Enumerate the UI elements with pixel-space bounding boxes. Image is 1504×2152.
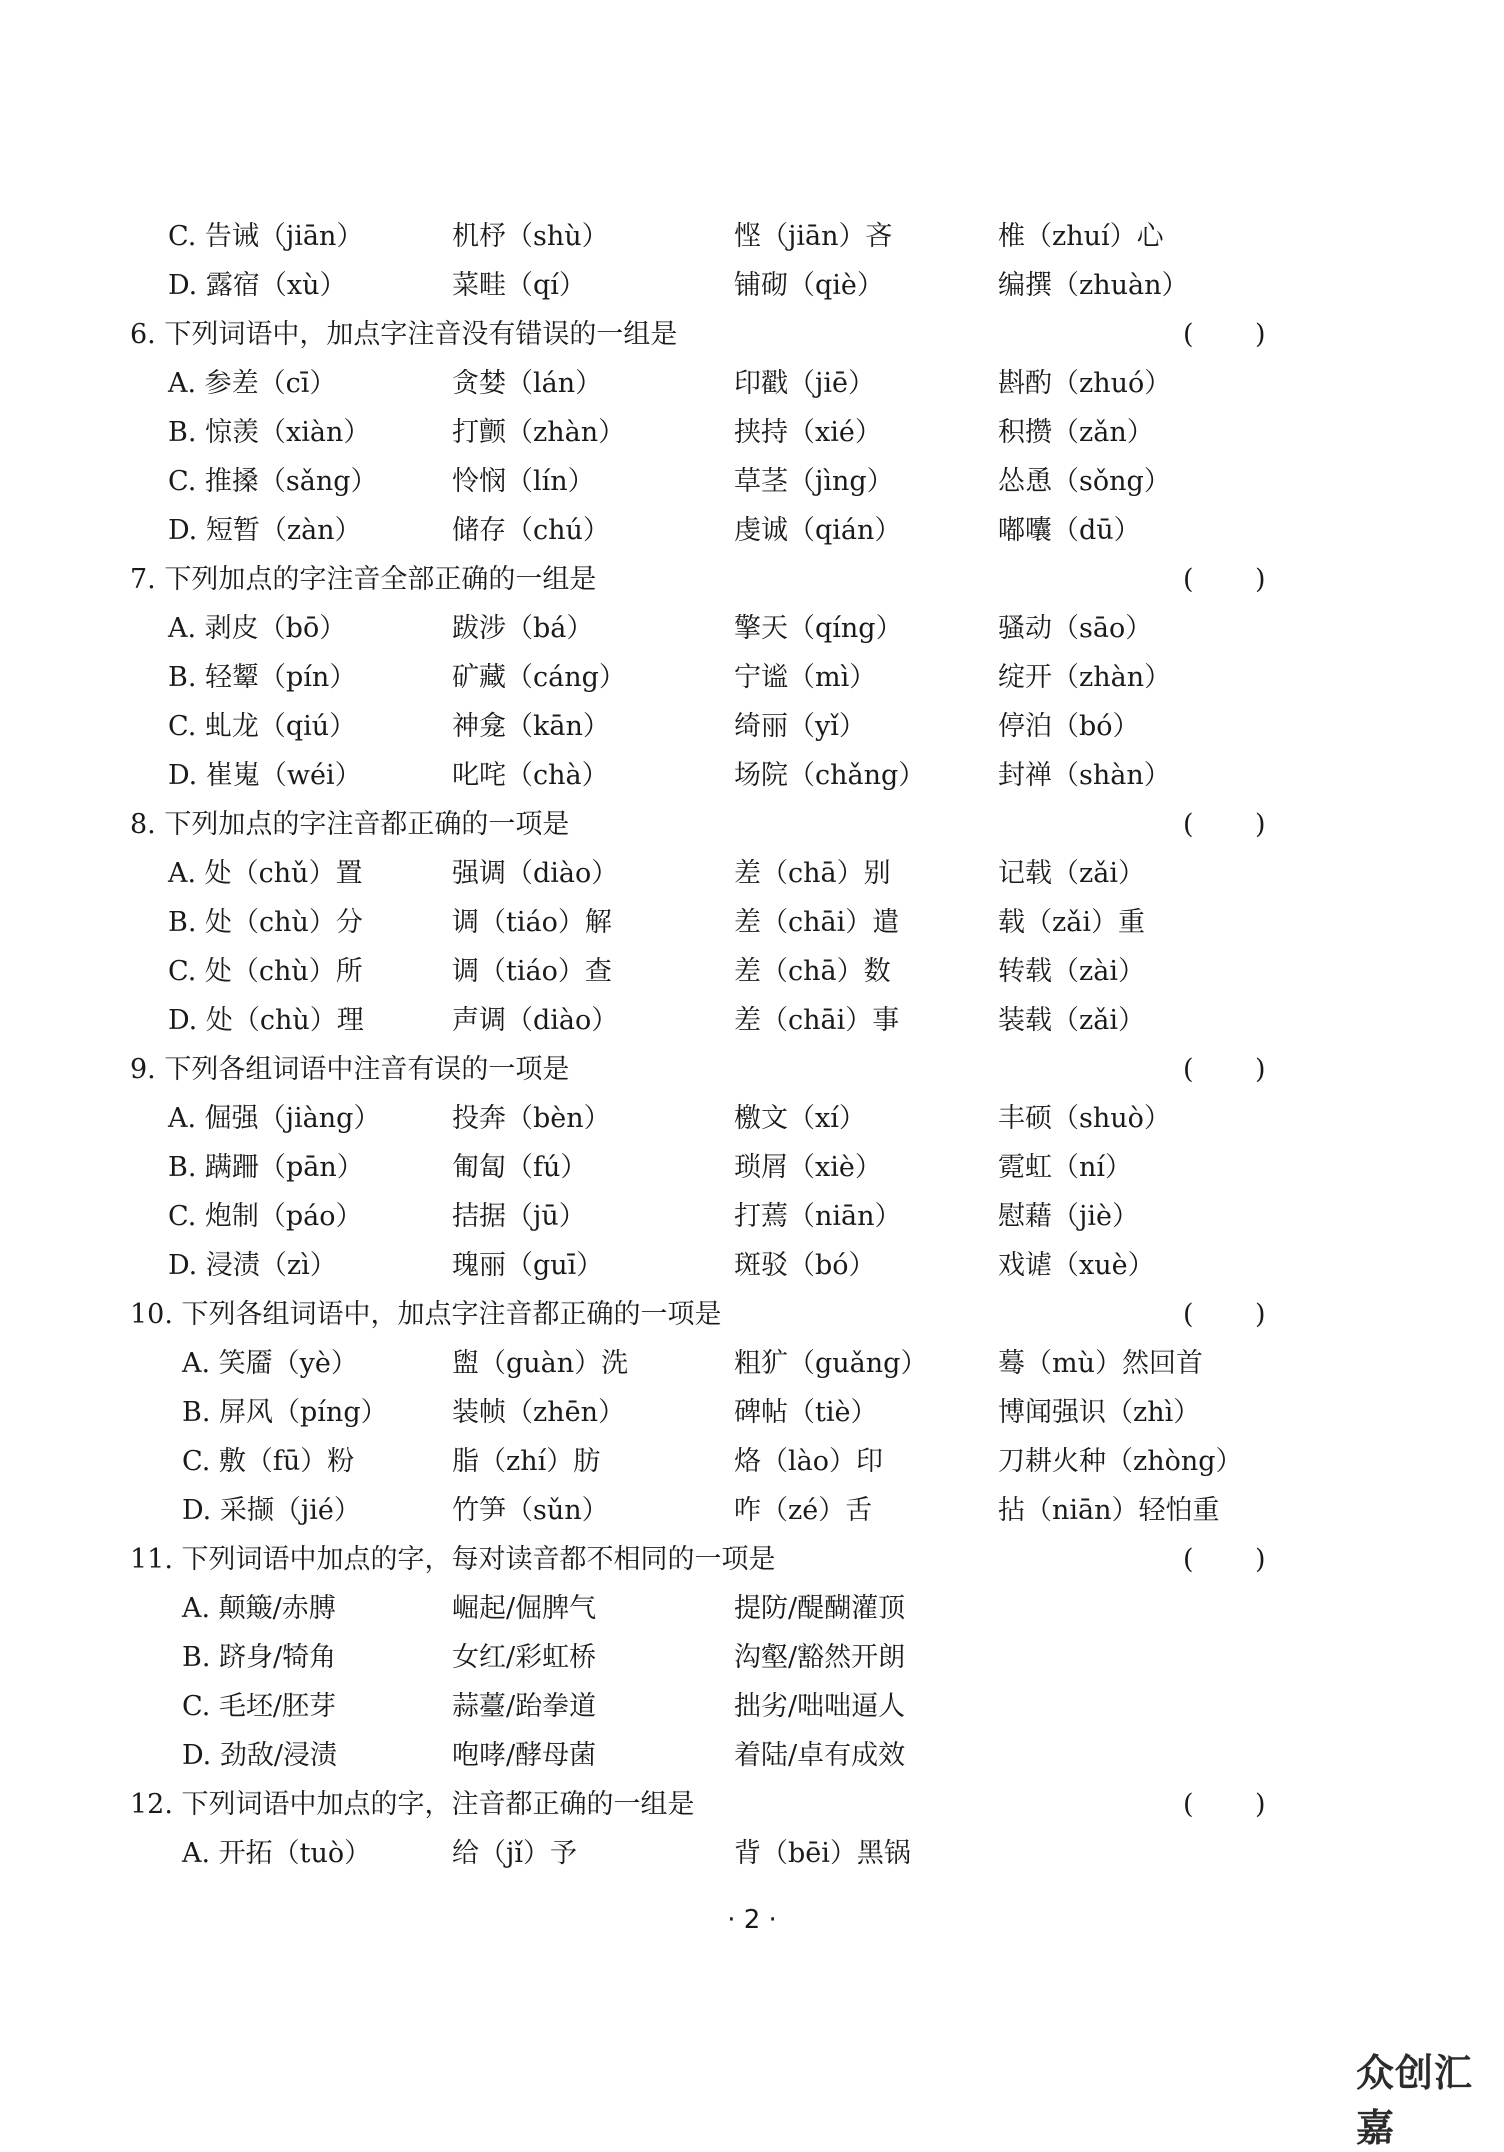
option-row xyxy=(0,996,1504,1045)
option-cell: 嘟囔（dū） xyxy=(998,515,1141,546)
option-cell: A. 倔强（jiàng） xyxy=(168,1103,381,1134)
option-cell: 调（tiáo）查 xyxy=(452,956,612,987)
question-10-title-row: 10. 下列各组词语中，加点字注音都正确的一项是 ( ) xyxy=(0,1290,1504,1339)
option-row xyxy=(0,1192,1504,1241)
option-cell: 装帧（zhēn） xyxy=(452,1397,625,1428)
option-row xyxy=(0,751,1504,800)
option-cell: 怂恿（sǒng） xyxy=(998,466,1171,497)
option-row xyxy=(0,1241,1504,1290)
option-cell: 刀耕火种（zhòng） xyxy=(998,1446,1243,1477)
option-cell: 女红/彩虹桥 xyxy=(452,1642,597,1673)
option-cell: A. 颠簸/赤膊 xyxy=(182,1593,336,1624)
option-cell: 给（jǐ）予 xyxy=(452,1838,578,1869)
option-cell: A. 处（chǔ）置 xyxy=(168,858,363,889)
option-cell: C. 敷（fū）粉 xyxy=(182,1446,355,1477)
option-row xyxy=(0,212,1504,261)
option-cell: D. 露宿（xù） xyxy=(168,270,347,301)
option-cell: 戏谑（xuè） xyxy=(998,1250,1155,1281)
option-cell: 强调（diào） xyxy=(452,858,619,889)
option-cell: D. 采撷（jié） xyxy=(182,1495,361,1526)
option-cell: B. 屏风（píng） xyxy=(182,1397,388,1428)
question-8-title-row: 8. 下列加点的字注音都正确的一项是 ( ) xyxy=(0,800,1504,849)
option-cell: 椎（zhuí）心 xyxy=(998,221,1164,252)
option-row xyxy=(0,604,1504,653)
option-row xyxy=(0,1388,1504,1437)
option-cell: 擎天（qíng） xyxy=(734,613,903,644)
option-cell: C. 推搡（sǎng） xyxy=(168,466,378,497)
option-row xyxy=(0,1584,1504,1633)
option-cell: 跋涉（bá） xyxy=(452,613,594,644)
option-cell: 提防/醍醐灌顶 xyxy=(734,1593,906,1624)
option-row xyxy=(0,1437,1504,1486)
option-cell: 蓦（mù）然回首 xyxy=(998,1348,1203,1379)
option-cell: 斟酌（zhuó） xyxy=(998,368,1172,399)
option-cell: B. 处（chù）分 xyxy=(168,907,363,938)
option-cell: 咋（zé）舌 xyxy=(734,1495,873,1526)
option-cell: A. 参差（cī） xyxy=(168,368,337,399)
option-cell: 差（chāi）遣 xyxy=(734,907,900,938)
option-cell: B. 惊羡（xiàn） xyxy=(168,417,371,448)
question-9-title-row: 9. 下列各组词语中注音有误的一项是 ( ) xyxy=(0,1045,1504,1094)
option-row xyxy=(0,1339,1504,1388)
option-cell: 着陆/卓有成效 xyxy=(734,1740,906,1771)
question-7-title-row: 7. 下列加点的字注音全部正确的一组是 ( ) xyxy=(0,555,1504,604)
option-row xyxy=(0,457,1504,506)
option-cell: 封禅（shàn） xyxy=(998,760,1171,791)
question-title: 7. 下列加点的字注音全部正确的一组是 xyxy=(130,564,597,595)
option-cell: 沟壑/豁然开朗 xyxy=(734,1642,906,1673)
option-cell: 盥（guàn）洗 xyxy=(452,1348,629,1379)
option-cell: 打蔫（niān） xyxy=(734,1201,902,1232)
question-6-title-row: 6. 下列词语中，加点字注音没有错误的一组是 ( ) xyxy=(0,310,1504,359)
option-cell: 蒜薹/跆拳道 xyxy=(452,1691,597,1722)
option-cell: 储存（chú） xyxy=(452,515,610,546)
option-row xyxy=(0,1731,1504,1780)
option-row xyxy=(0,947,1504,996)
option-cell: 怜悯（lín） xyxy=(452,466,595,497)
option-cell: 叱咤（chà） xyxy=(452,760,609,791)
option-row xyxy=(0,1143,1504,1192)
question-12-title-row: 12. 下列词语中加点的字，注音都正确的一组是 ( ) xyxy=(0,1780,1504,1829)
option-cell: C. 毛坯/胚芽 xyxy=(182,1691,336,1722)
option-cell: 博闻强识（zhì） xyxy=(998,1397,1201,1428)
option-cell: 差（chāi）事 xyxy=(734,1005,900,1036)
option-cell: 挟持（xié） xyxy=(734,417,882,448)
option-cell: 竹笋（sǔn） xyxy=(452,1495,609,1526)
option-cell: 骚动（sāo） xyxy=(998,613,1153,644)
option-row xyxy=(0,359,1504,408)
option-cell: 印戳（jiē） xyxy=(734,368,875,399)
option-cell: 投奔（bèn） xyxy=(452,1103,611,1134)
option-cell: 差（chā）数 xyxy=(734,956,891,987)
option-cell: 霓虹（ní） xyxy=(998,1152,1133,1183)
question-11-title-row: 11. 下列词语中加点的字，每对读音都不相同的一项是 ( ) xyxy=(0,1535,1504,1584)
option-cell: 琐屑（xiè） xyxy=(734,1152,882,1183)
option-cell: 碑帖（tiè） xyxy=(734,1397,878,1428)
question-title: 8. 下列加点的字注音都正确的一项是 xyxy=(130,809,570,840)
option-cell: 匍匐（fú） xyxy=(452,1152,588,1183)
option-row xyxy=(0,1094,1504,1143)
option-cell: C. 炮制（páo） xyxy=(168,1201,363,1232)
option-cell: A. 开拓（tuò） xyxy=(182,1838,372,1869)
option-cell: 打颤（zhàn） xyxy=(452,417,626,448)
option-cell: B. 蹒跚（pān） xyxy=(168,1152,364,1183)
option-cell: D. 浸渍（zì） xyxy=(168,1250,337,1281)
option-cell: 拮据（jū） xyxy=(452,1201,586,1232)
question-title: 12. 下列词语中加点的字，注音都正确的一组是 xyxy=(130,1789,695,1820)
option-row xyxy=(0,1829,1504,1878)
question-title: 11. 下列词语中加点的字，每对读音都不相同的一项是 xyxy=(130,1544,776,1575)
option-cell: 背（bēi）黑锅 xyxy=(734,1838,911,1869)
option-cell: 绽开（zhàn） xyxy=(998,662,1172,693)
question-title: 10. 下列各组词语中，加点字注音都正确的一项是 xyxy=(130,1299,722,1330)
option-cell: 停泊（bó） xyxy=(998,711,1140,742)
option-cell: 装载（zǎi） xyxy=(998,1005,1145,1036)
option-cell: 记载（zǎi） xyxy=(998,858,1145,889)
option-cell: 咆哮/酵母菌 xyxy=(452,1740,597,1771)
option-row xyxy=(0,1633,1504,1682)
option-cell: 瑰丽（guī） xyxy=(452,1250,604,1281)
option-cell: 绮丽（yǐ） xyxy=(734,711,866,742)
option-cell: 丰硕（shuò） xyxy=(998,1103,1171,1134)
option-cell: C. 虬龙（qiú） xyxy=(168,711,357,742)
option-cell: C. 告诫（jiān） xyxy=(168,221,364,252)
option-cell: 粗犷（guǎng） xyxy=(734,1348,928,1379)
option-cell: 场院（chǎng） xyxy=(734,760,926,791)
option-cell: 慰藉（jiè） xyxy=(998,1201,1139,1232)
option-cell: 载（zǎi）重 xyxy=(998,907,1145,938)
option-cell: 脂（zhí）肪 xyxy=(452,1446,601,1477)
option-row xyxy=(0,702,1504,751)
option-cell: 积攒（zǎn） xyxy=(998,417,1154,448)
option-row xyxy=(0,1682,1504,1731)
option-cell: 矿藏（cáng） xyxy=(452,662,626,693)
option-cell: 宁谧（mì） xyxy=(734,662,877,693)
option-cell: 铺砌（qiè） xyxy=(734,270,884,301)
option-cell: B. 跻身/犄角 xyxy=(182,1642,337,1673)
option-cell: 转载（zài） xyxy=(998,956,1145,987)
option-row xyxy=(0,1486,1504,1535)
option-row xyxy=(0,506,1504,555)
option-cell: A. 剥皮（bō） xyxy=(168,613,347,644)
option-cell: D. 短暂（zàn） xyxy=(168,515,362,546)
option-cell: 声调（diào） xyxy=(452,1005,619,1036)
option-cell: 草茎（jìng） xyxy=(734,466,894,497)
option-cell: 神龛（kān） xyxy=(452,711,610,742)
page-number: · 2 · xyxy=(727,1905,777,1935)
option-cell: 编撰（zhuàn） xyxy=(998,270,1189,301)
option-cell: 烙（lào）印 xyxy=(734,1446,883,1477)
option-cell: 贪婪（lán） xyxy=(452,368,603,399)
option-cell: D. 崔嵬（wéi） xyxy=(168,760,362,791)
question-title: 9. 下列各组词语中注音有误的一项是 xyxy=(130,1054,570,1085)
option-row xyxy=(0,898,1504,947)
option-row xyxy=(0,849,1504,898)
option-cell: 机杼（shù） xyxy=(452,221,609,252)
option-cell: 拈（niān）轻怕重 xyxy=(998,1495,1220,1526)
option-cell: 斑驳（bó） xyxy=(734,1250,876,1281)
option-row xyxy=(0,261,1504,310)
option-cell: 调（tiáo）解 xyxy=(452,907,612,938)
option-cell: 菜畦（qí） xyxy=(452,270,586,301)
option-cell: 虔诚（qián） xyxy=(734,515,902,546)
option-cell: B. 轻颦（pín） xyxy=(168,662,357,693)
option-cell: 差（chā）别 xyxy=(734,858,891,889)
option-cell: A. 笑靥（yè） xyxy=(182,1348,358,1379)
option-cell: D. 处（chù）理 xyxy=(168,1005,364,1036)
option-cell: 悭（jiān）吝 xyxy=(734,221,893,252)
option-cell: C. 处（chù）所 xyxy=(168,956,363,987)
option-cell: 檄文（xí） xyxy=(734,1103,866,1134)
option-cell: 崛起/倔脾气 xyxy=(452,1593,597,1624)
option-cell: D. 劲敌/浸渍 xyxy=(182,1740,337,1771)
option-row xyxy=(0,408,1504,457)
option-cell: 拙劣/咄咄逼人 xyxy=(734,1691,906,1722)
question-title: 6. 下列词语中，加点字注音没有错误的一组是 xyxy=(130,319,678,350)
watermark-logo: 众创汇嘉 xyxy=(1356,2051,1474,2150)
option-row xyxy=(0,653,1504,702)
